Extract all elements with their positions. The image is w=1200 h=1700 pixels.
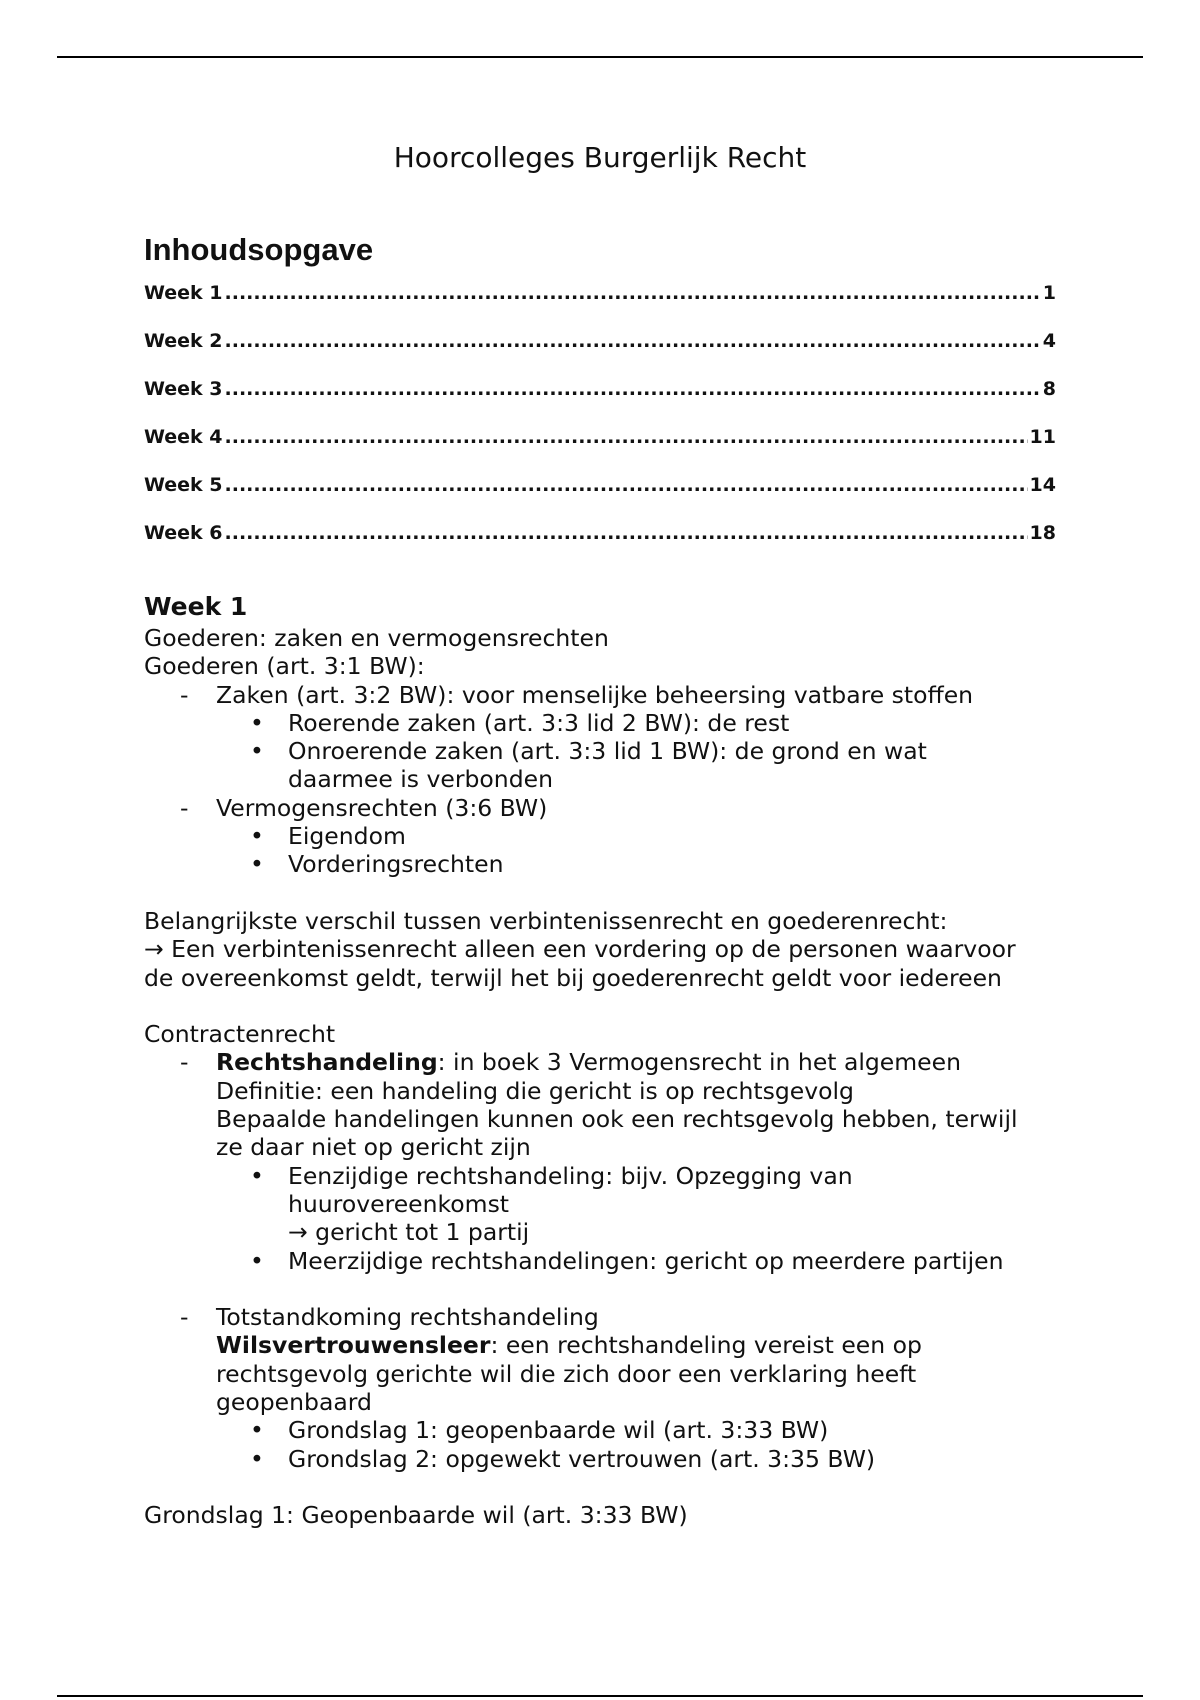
spacer (144, 1275, 1074, 1303)
paragraph: Goederen: zaken en vermogensrechten (144, 624, 609, 652)
toc-entry-week-1[interactable] (144, 282, 1056, 330)
toc-entry-page: 18 (1029, 522, 1056, 544)
bullet-marker: • (250, 850, 264, 879)
dash-marker: - (180, 793, 189, 822)
bullet-marker: • (250, 1161, 264, 1190)
toc-leader (225, 282, 1041, 304)
dash-list-item (144, 1303, 1074, 1331)
toc-entry-page: 11 (1029, 426, 1056, 448)
dash-marker: - (180, 1303, 189, 1332)
toc-entry-week-6[interactable] (144, 522, 1056, 570)
toc-leader (225, 522, 1028, 544)
list-item-text: Eigendom (288, 822, 406, 851)
toc-entry-label: Week 6 (144, 522, 223, 544)
list-item-text: Vorderingsrechten (288, 850, 504, 879)
toc-entry-page: 1 (1042, 282, 1056, 304)
bullet-marker: • (250, 1246, 264, 1275)
dash-list-item (144, 794, 1074, 822)
toc-entry-week-2[interactable] (144, 330, 1056, 378)
toc-leader (225, 330, 1041, 352)
week-1-section (144, 590, 1074, 1530)
paragraph: Goederen (art. 3:1 BW): (144, 652, 425, 681)
bullet-marker: • (250, 1416, 264, 1445)
list-item-continuation: huurovereenkomst (288, 1189, 510, 1218)
bullet-list-item (144, 737, 1074, 765)
spacer (144, 992, 1074, 1020)
paragraph: → Een verbintenissenrecht alleen een vordering op de personen waarvoor (144, 935, 1016, 964)
list-item-text: : in boek 3 Vermogensrecht in het algemeen (437, 1048, 961, 1077)
list-item-continuation (144, 1331, 1074, 1359)
document-title: Hoorcolleges Burgerlijk Recht (393, 141, 807, 174)
list-item-text: Roerende zaken (art. 3:3 lid 2 BW): de rest (288, 708, 790, 737)
paragraph: Belangrijkste verschil tussen verbintenissenrecht en goederenrecht: (144, 906, 948, 935)
footer-rule (57, 1695, 1143, 1697)
term-wilsvertrouwensleer: Wilsvertrouwensleer (216, 1331, 491, 1360)
list-item-text: : een rechtshandeling vereist een op (490, 1331, 922, 1360)
bullet-list-item (144, 822, 1074, 850)
toc-entry-label: Week 1 (144, 282, 223, 304)
toc-entry-page: 4 (1042, 330, 1056, 352)
bullet-list-item (144, 1247, 1074, 1275)
list-item-continuation: Bepaalde handelingen kunnen ook een rechtsgevolg hebben, terwijl (216, 1105, 1018, 1134)
subheading: Grondslag 1: Geopenbaarde wil (art. 3:33 BW) (144, 1501, 688, 1530)
bullet-list-item (144, 709, 1074, 737)
bullet-list-item (144, 1162, 1074, 1190)
list-item-text: Meerzijdige rechtshandelingen: gericht op meerdere partijen (288, 1246, 1004, 1275)
list-item-continuation: rechtsgevolg gerichte wil die zich door een verklaring heeft (216, 1359, 917, 1388)
list-item-text: Grondslag 1: geopenbaarde wil (art. 3:33 BW) (288, 1416, 829, 1445)
paragraph: Contractenrecht (144, 1020, 336, 1049)
dash-list-item (144, 681, 1074, 709)
bullet-marker: • (250, 1444, 264, 1473)
toc-entry-label: Week 3 (144, 378, 223, 400)
list-item-continuation: daarmee is verbonden (288, 765, 553, 794)
dash-list-item (144, 1048, 1074, 1076)
bullet-list-item (144, 1445, 1074, 1473)
term-rechtshandeling: Rechtshandeling (216, 1048, 438, 1077)
dash-marker: - (180, 680, 189, 709)
list-item-text: Vermogensrechten (3:6 BW) (216, 793, 548, 822)
bullet-list-item (144, 850, 1074, 878)
toc-entry-label: Week 4 (144, 426, 223, 448)
toc-entry-week-3[interactable] (144, 378, 1056, 426)
toc-entry-week-4[interactable] (144, 426, 1056, 474)
week-1-heading: Week 1 (144, 592, 248, 621)
list-item-text: Zaken (art. 3:2 BW): voor menselijke beheersing vatbare stoffen (216, 680, 974, 709)
spacer (144, 1473, 1074, 1501)
list-item-continuation: Definitie: een handeling die gericht is op rechtsgevolg (216, 1076, 854, 1105)
list-item-text: Eenzijdige rechtshandeling: bijv. Opzegging van (288, 1161, 853, 1190)
toc-leader (225, 474, 1028, 496)
list-item-text: Onroerende zaken (art. 3:3 lid 1 BW): de grond en wat (288, 737, 927, 766)
bullet-marker: • (250, 822, 264, 851)
table-of-contents (144, 230, 1056, 570)
paragraph: de overeenkomst geldt, terwijl het bij goederenrecht geldt voor iedereen (144, 963, 1002, 992)
list-item-text: Grondslag 2: opgewekt vertrouwen (art. 3:35 BW) (288, 1444, 876, 1473)
bullet-marker: • (250, 708, 264, 737)
bullet-list-item (144, 1416, 1074, 1444)
list-item-continuation: geopenbaard (216, 1388, 372, 1417)
spacer (144, 879, 1074, 907)
toc-heading: Inhoudsopgave (144, 232, 374, 267)
bullet-marker: • (250, 737, 264, 766)
toc-leader (225, 426, 1028, 448)
list-item-continuation: → gericht tot 1 partij (288, 1218, 530, 1247)
toc-leader (225, 378, 1041, 400)
toc-entry-page: 14 (1029, 474, 1056, 496)
toc-entry-label: Week 2 (144, 330, 223, 352)
toc-entry-label: Week 5 (144, 474, 223, 496)
header-rule (57, 56, 1143, 58)
dash-marker: - (180, 1048, 189, 1077)
list-item-text: Totstandkoming rechtshandeling (216, 1303, 599, 1332)
toc-entry-week-5[interactable] (144, 474, 1056, 522)
list-item-continuation: ze daar niet op gericht zijn (216, 1133, 531, 1162)
toc-entry-page: 8 (1042, 378, 1056, 400)
